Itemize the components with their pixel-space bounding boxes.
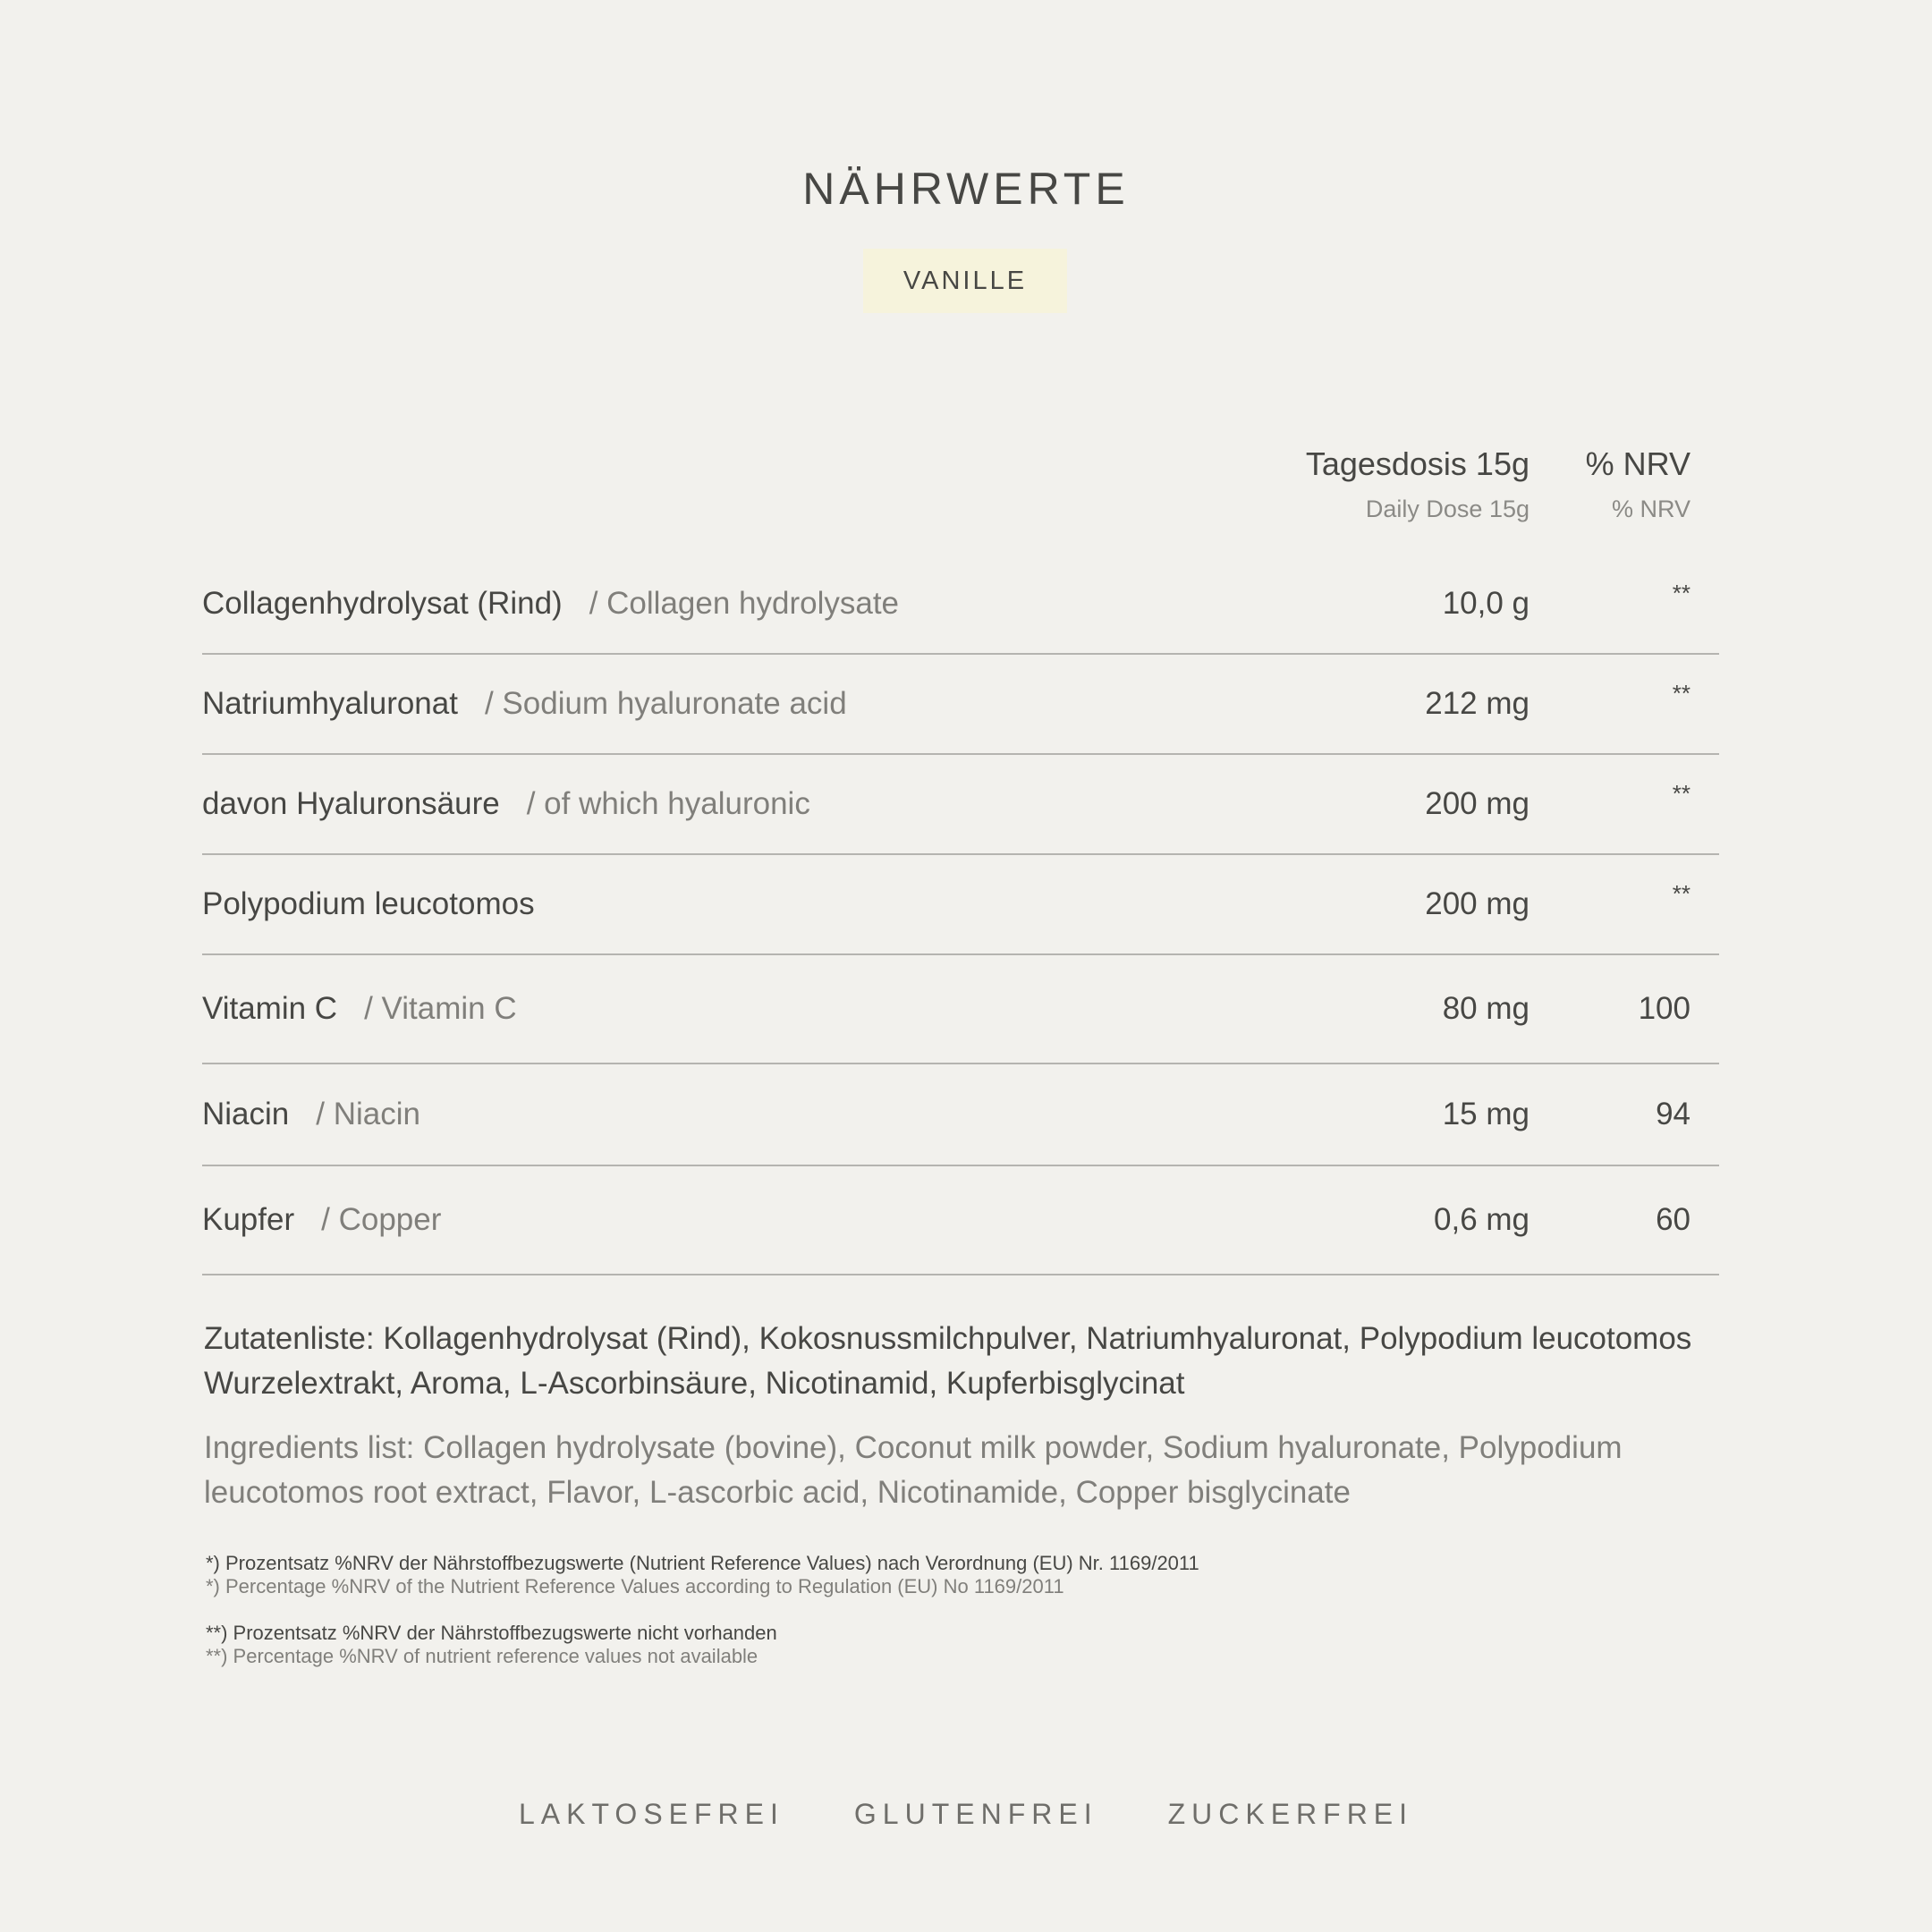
table-row bbox=[202, 1166, 1719, 1275]
nrv-value: ** bbox=[1672, 680, 1690, 707]
ingredients-section bbox=[204, 1317, 1742, 1515]
dose-value: 80 mg bbox=[1442, 991, 1530, 1026]
nutrition-table bbox=[202, 555, 1719, 1275]
column-header-nrv-en: % NRV bbox=[1611, 496, 1690, 522]
ingredients-de: Zutatenliste: Kollagenhydrolysat (Rind), Kokosnussmilchpulver, Natriumhyaluronat, Polypodium leucotomos Wurzelextrakt, Aroma, L-Ascorbinsäure, Nicotinamid, Kupferbisglycinat bbox=[204, 1321, 1692, 1401]
nutrient-name-de: Polypodium leucotomos bbox=[202, 886, 535, 921]
nrv-value: 60 bbox=[1656, 1202, 1690, 1237]
dose-value: 200 mg bbox=[1425, 886, 1530, 921]
page-title: NÄHRWERTE bbox=[802, 164, 1130, 214]
nutrient-name-de: Natriumhyaluronat bbox=[202, 686, 458, 721]
nutrient-name-en: / Vitamin C bbox=[364, 991, 517, 1026]
footnote-en: *) Percentage %NRV of the Nutrient Reference Values according to Regulation (EU) No 1169/2011 bbox=[206, 1575, 1064, 1597]
footnote-en: **) Percentage %NRV of nutrient reference values not available bbox=[206, 1645, 758, 1667]
feature-badges bbox=[0, 1798, 1932, 1831]
column-header-dose-en: Daily Dose 15g bbox=[1365, 496, 1530, 522]
footnote-de: **) Prozentsatz %NRV der Nährstoffbezugswerte nicht vorhanden bbox=[206, 1622, 777, 1644]
nutrient-name-de: Collagenhydrolysat (Rind) bbox=[202, 586, 563, 621]
nrv-value: ** bbox=[1672, 580, 1690, 606]
footnote-de: *) Prozentsatz %NRV der Nährstoffbezugswerte (Nutrient Reference Values) nach Verordnung (EU) Nr. 1169/2011 bbox=[206, 1552, 1199, 1574]
nutrient-name-de: Niacin bbox=[202, 1097, 290, 1131]
dose-value: 15 mg bbox=[1442, 1097, 1530, 1131]
nutrient-name-en: / Collagen hydrolysate bbox=[589, 586, 900, 621]
badge-sugar-free: ZUCKERFREI bbox=[1167, 1798, 1414, 1830]
ingredients-en: Ingredients list: Collagen hydrolysate (bovine), Coconut milk powder, Sodium hyaluronate, Polypodium leucotomos root extract, Flavor, L-ascorbic acid, Nicotinamide, Copper bisglycinate bbox=[204, 1430, 1623, 1510]
nutrient-name-en: / Copper bbox=[321, 1202, 442, 1237]
column-header-dose bbox=[1306, 445, 1530, 523]
table-row bbox=[202, 655, 1719, 755]
nrv-value: ** bbox=[1672, 780, 1690, 807]
nrv-value: ** bbox=[1672, 880, 1690, 907]
footnote bbox=[206, 1622, 1199, 1668]
nutrient-name-de: davon Hyaluronsäure bbox=[202, 786, 500, 821]
nutrient-name-en: / of which hyaluronic bbox=[526, 786, 810, 821]
nrv-value: 94 bbox=[1656, 1097, 1690, 1131]
nutrient-name-de: Kupfer bbox=[202, 1202, 295, 1237]
table-row bbox=[202, 1064, 1719, 1166]
table-row bbox=[202, 755, 1719, 855]
nrv-value: 100 bbox=[1638, 991, 1690, 1026]
table-row bbox=[202, 555, 1719, 655]
footnote bbox=[206, 1552, 1199, 1598]
table-row bbox=[202, 955, 1719, 1064]
dose-value: 200 mg bbox=[1425, 786, 1530, 821]
table-row bbox=[202, 855, 1719, 955]
dose-value: 212 mg bbox=[1425, 686, 1530, 721]
nutrient-name-en: / Niacin bbox=[316, 1097, 420, 1131]
badge-gluten-free: GLUTENFREI bbox=[853, 1798, 1098, 1830]
flavor-badge: VANILLE bbox=[863, 249, 1067, 313]
badge-lactose-free: LAKTOSEFREI bbox=[518, 1798, 784, 1830]
nutrient-name-de: Vitamin C bbox=[202, 991, 338, 1026]
nutrient-name-en: / Sodium hyaluronate acid bbox=[484, 686, 847, 721]
column-header-nrv-de: % NRV bbox=[1585, 445, 1690, 482]
dose-value: 10,0 g bbox=[1442, 586, 1530, 621]
column-header-dose-de: Tagesdosis 15g bbox=[1305, 445, 1530, 482]
footnotes bbox=[206, 1552, 1199, 1691]
dose-value: 0,6 mg bbox=[1434, 1202, 1530, 1237]
column-header-nrv bbox=[1586, 445, 1690, 523]
